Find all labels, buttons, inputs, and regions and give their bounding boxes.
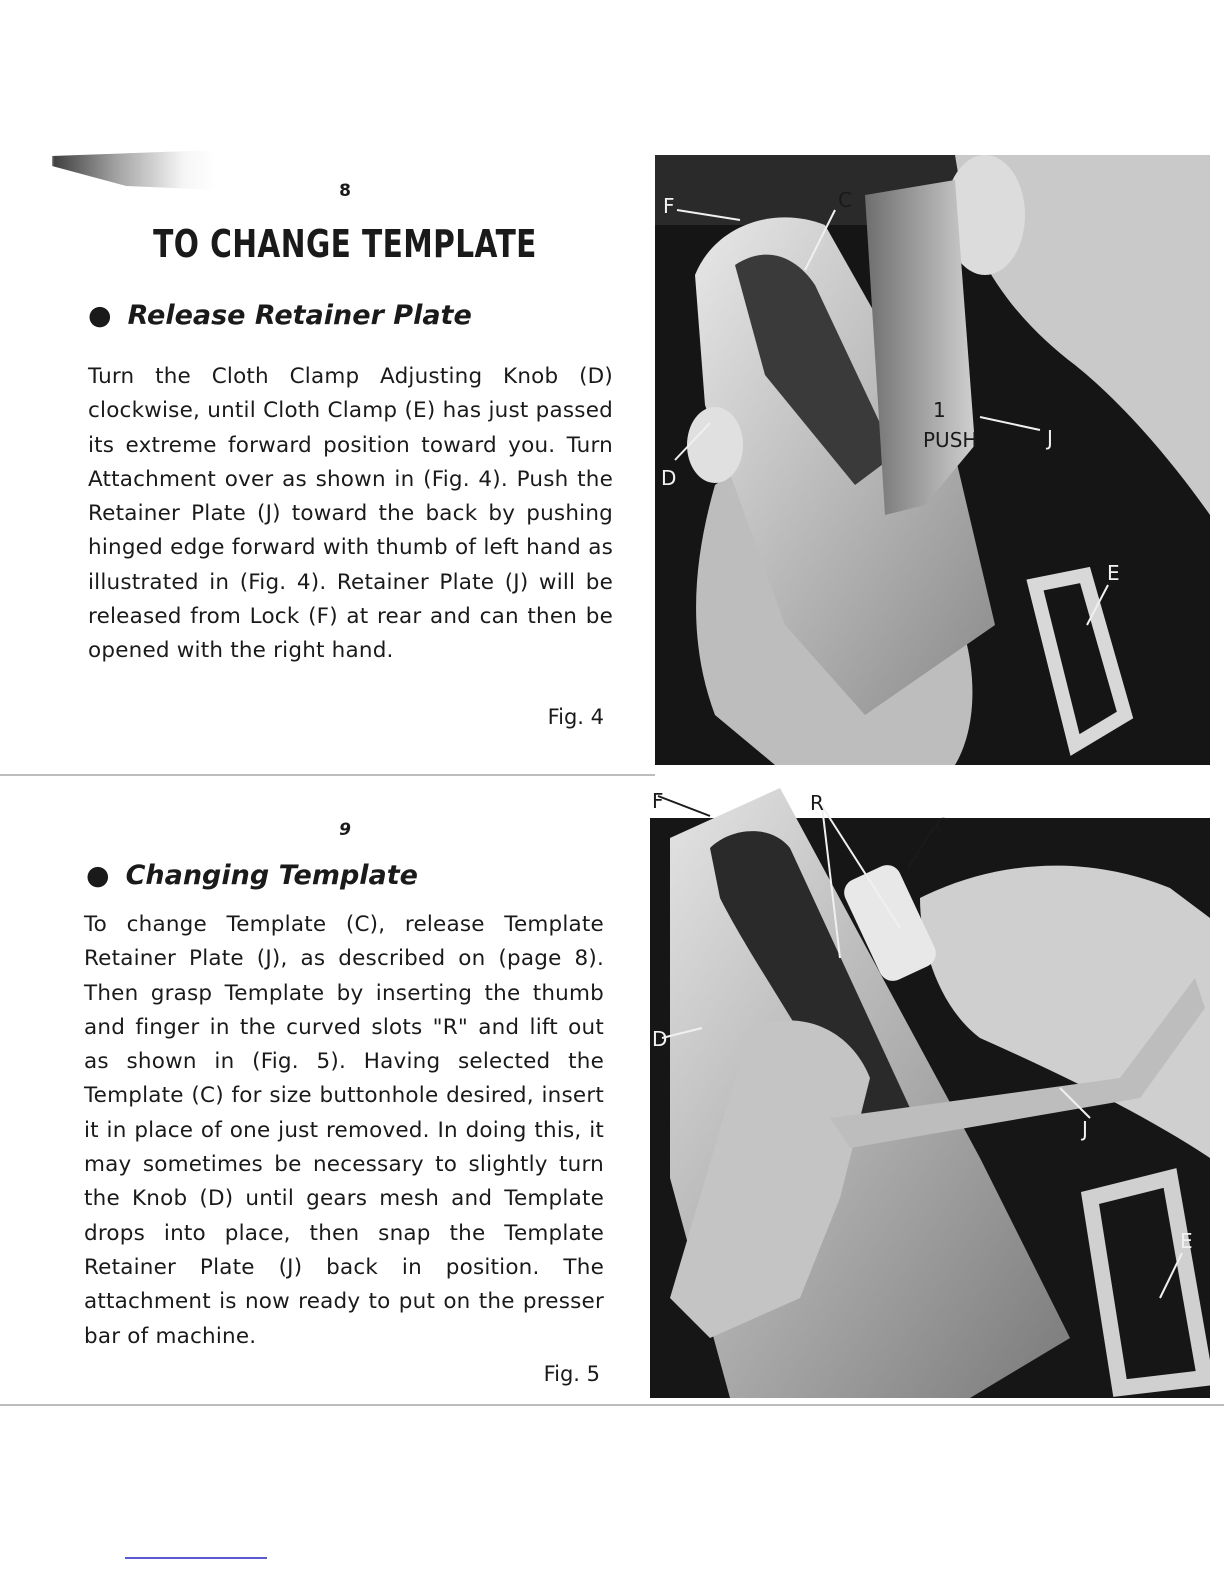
plate-marking-push: PUSH <box>923 428 978 452</box>
heading-label: Changing Template <box>125 860 418 891</box>
page-number-8: 8 <box>339 181 351 201</box>
callout-r: R <box>810 791 824 815</box>
callout-e: E <box>1107 561 1120 585</box>
figure-caption-4: Fig. 4 <box>547 705 604 729</box>
callout-f: F <box>663 194 675 218</box>
instructions-release-retainer-plate: Turn the Cloth Clamp Adjusting Knob (D) clockwise, until Cloth Clamp (E) has just passed its extreme forward position toward you. Turn Attachment over as shown in (Fig. 4). Push the Retainer Plate (J) toward the back by pushing hinged edge forward with thumb of left hand as illustrated in (Fig. 4). Retainer Plate (J) will be released from Lock (F) at rear and can then be opened with the right hand. <box>88 364 613 664</box>
footer-rule <box>125 1557 267 1559</box>
page-number-9: 9 <box>339 820 351 840</box>
heading-label: Release Retainer Plate <box>127 300 472 331</box>
heading-changing-template <box>86 860 418 891</box>
callout-d: D <box>661 466 677 490</box>
figure-5-illustration <box>650 778 1210 1398</box>
plate-marking-number: 1 <box>933 398 946 422</box>
page-title: TO CHANGE TEMPLATE <box>153 222 537 266</box>
callout-d: D <box>652 1027 668 1051</box>
figure-5-photo <box>650 778 1210 1398</box>
figure-caption-5: Fig. 5 <box>543 1362 600 1386</box>
callout-e: E <box>1180 1229 1193 1253</box>
bullet-icon: ● <box>86 860 110 891</box>
bullet-icon: ● <box>88 300 112 331</box>
callout-f: F <box>652 789 664 813</box>
figure-4-illustration <box>655 155 1210 765</box>
figure-4-photo <box>655 155 1210 765</box>
callout-c: C <box>838 188 852 212</box>
page-bottom-divider <box>0 1404 1224 1406</box>
instructions-changing-template: To change Template (C), release Template Retainer Plate (J), as described on (page 8). Then grasp Template by inserting the thumb and finger in the curved slots "R" and lift out as shown in (Fig. 5). Having selected the Template (C) for size buttonhole desired, insert it in place of one just removed. In doing this, it may sometimes be necessary to slightly turn the Knob (D) until gears mesh and Template drops into place, then snap the Template Retainer Plate (J) back in position. The attachment is now ready to put on the presser bar of machine. <box>84 912 604 1349</box>
callout-j: J <box>1047 426 1053 450</box>
page-9-text <box>80 0 610 1400</box>
callout-j: J <box>1082 1117 1088 1141</box>
callout-c: C <box>935 814 949 838</box>
